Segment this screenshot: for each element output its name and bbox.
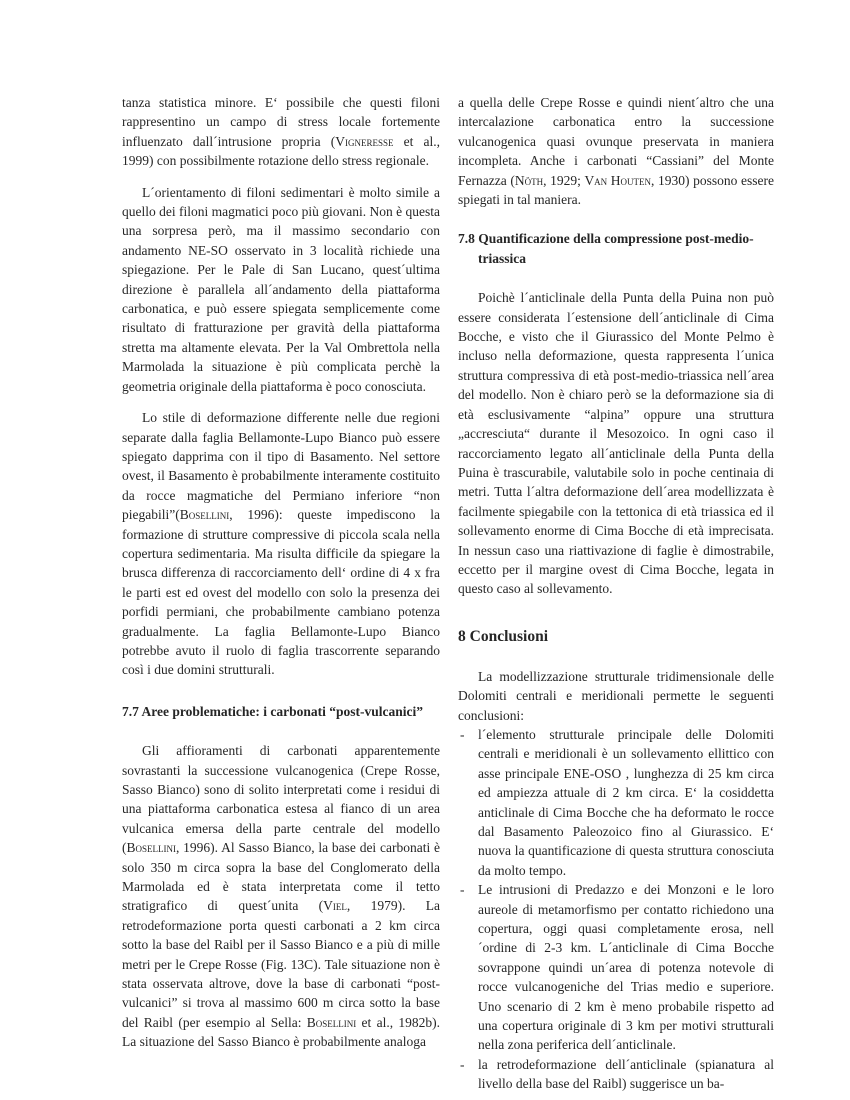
section-heading-7-8: 7.8 Quantificazione della compressione post-medio-triassica bbox=[458, 231, 754, 266]
left-paragraph-2: L´orientamento di filoni sedimentari è molto simile a quello dei filoni magmatici poco più giovani. Non è questa una sorpresa però, ma il massimo secondario con andamento NE-SO osservato in 3 località richiede una spiegazione. Per le Pale di San Lucano, quest´ultima direzione è parallela all´andamento della piattaforma carbonatica, e può essere spiegata semplicemente come risultato di fratturazione per gravità della piattaforma stretta ma altamente elevata. Per la Val Ombrettola nella Marmolada la situazione è più complicata perchè la geometria originale della piattaforma è poco conosciuta. bbox=[122, 184, 440, 394]
list-bullet: - bbox=[460, 882, 465, 898]
right-column bbox=[458, 93, 774, 1094]
citation: Vigneresse bbox=[335, 133, 394, 149]
left-paragraph-3: Lo stile di deformazione differente nelle due regioni separate dalla faglia Bellamonte-Lupo Bianco può essere spiegato dapprima con il tipo di Basamento. Nel settore ovest, il Basamento è probabilmente interamente costituito da rocce magmatiche del Permiano inferiore “non piegabili”(Bosellini, 1996): queste impediscono la formazione di strutture compressive di piccola scala nella copertura sedimentaria. Ma risulta difficile da spiegare la brusca differenza di raccorciamento dell‘ ordine di 4 x fra le parti est ed ovest del modello con solo la presenza dei porfidi permiani, che probabilmente cambiano potenza gradualmente. La faglia Bellamonte-Lupo Bianco potrebbe avuto il ruolo di faglia trascorrente separando così i due domini strutturali. bbox=[122, 410, 440, 678]
section-heading-7-7: 7.7 Aree problematiche: i carbonati “post-vulcanici” bbox=[122, 703, 423, 719]
conclusion-item-1: - l´elemento strutturale principale delle Dolomiti centrali e meridionali è un sollevamento ellittico con asse principale ENE-OSO , lunghezza di 25 km circa ed ampiezza attuale di 2 km circa. E‘ la cosiddetta anticlinale di Cima Bocche che ha deformato le rocce dal Basamento Paleozoico fino al Giurassico. E‘ nuova la quantificazione di questa struttura conosciuta da molto tempo. bbox=[460, 726, 774, 878]
conclusion-item-3: - la retrodeformazione dell´anticlinale (spianatura al livello della base del Raibl) suggerisce un ba- bbox=[460, 1056, 774, 1092]
conclusion-item-2: - Le intrusioni di Predazzo e dei Monzoni e le loro aureole di metamorfismo per contatto richiedono una copertura, oggi quasi completamente erosa, nell´ordine di 2-3 km. L´anticlinale di Cima Bocche sovrappone quindi un´area di potenza notevole di rocce vulcanogeniche del Trias medio e superiore. Uno scenario di 2 km è meno probabile rispetto ad una copertura originale di 3 km per motivi strutturali nella zona periferica dell´anticlinale. bbox=[460, 882, 774, 1053]
section-heading-8: 8 Conclusioni bbox=[458, 627, 549, 645]
right-paragraph-3: La modellizzazione strutturale tridimensionale delle Dolomiti centrali e meridionali permette le seguenti conclusioni: bbox=[458, 668, 774, 723]
citation: Viel bbox=[323, 898, 347, 914]
left-paragraph-1: tanza statistica minore. E‘ possibile che questi filoni rappresentino un campo di stress locale fortemente influenzato dall´intrusione propria (Vigneresse et al., 1999) con possibilmente rotazione dello stress regionale. bbox=[122, 95, 440, 169]
left-paragraph-4: Gli affioramenti di carbonati apparentemente sovrastanti la successione vulcanogenica (Crepe Rosse, Sasso Bianco) sono di solito interpretati come i residui di una piattaforma carbonatica estesa al fianco di un area vulcanica emersa della parte centrale del modello (Bosellini, 1996). Al Sasso Bianco, la base dei carbonati è solo 350 m circa sopra la base del Conglomerato della Marmolada ed è stata interpretata come il tetto stratigrafico di quest´unita (Viel, 1979). La retrodeformazione porta questi carbonati a 2 km circa sotto la base del Raibl per il Sasso Bianco e a più di mille metri per le Crepe Rosse (Fig. 13C). Tale situazione non è stata osservata altrove, dove la base di carbonati “post-vulcanici” si trova al massimo 600 m circa sotto la base del Raibl (per esempio al Sella: Bosellini et al., 1982b). La situazione del Sasso Bianco è probabilmente analoga bbox=[122, 743, 441, 1050]
citation: Van Houten bbox=[584, 172, 652, 188]
right-paragraph-1: a quella delle Crepe Rosse e quindi nient´altro che una intercalazione carbonatica entro la successione vulcanogenica quasi ovunque preservata in maniera incompleta. Anche i carbonati “Cassiani” del Monte Fernazza (Nöth, 1929; Van Houten, 1930) possono essere spiegati in tal maniera. bbox=[458, 95, 774, 208]
citation: Bosellini bbox=[126, 840, 176, 856]
citation: Bosellini bbox=[179, 507, 230, 523]
list-bullet: - bbox=[460, 726, 465, 742]
right-paragraph-2: Poichè l´anticlinale della Punta della Puina non può essere considerata l´estensione dell´anticlinale di Cima Bocche, e visto che il Giurassico del Monte Pelmo è incluso nella deformazione, questa rappresenta l´unica struttura compressiva di età post-medio-triassica nell´area del modello. Non è chiaro però se la deformazione sia di età esclusivamente “alpina” oppure una struttura „accresciuta“ durante il Mesozoico. In ogni caso il raccorciamento legato all´anticlinale della Punta della Puina è trascurabile, valutabile solo in poche centinaia di metri. Tutta l´altra deformazione dell´area modellizzata è facilmente spiegabile con la tettonica di età triassica ed il sollevamento enorme di Cima Bocche di età imprecisata. In nessun caso una riattivazione di faglie è dimostrabile, eccetto per il margine ovest di Cima Bocche, legata in questo caso al sollevamento. bbox=[458, 290, 774, 597]
citation: Nöth bbox=[514, 172, 544, 188]
citation: Bosellini bbox=[306, 1014, 357, 1030]
list-bullet: - bbox=[460, 1056, 465, 1072]
left-column bbox=[122, 93, 440, 1052]
